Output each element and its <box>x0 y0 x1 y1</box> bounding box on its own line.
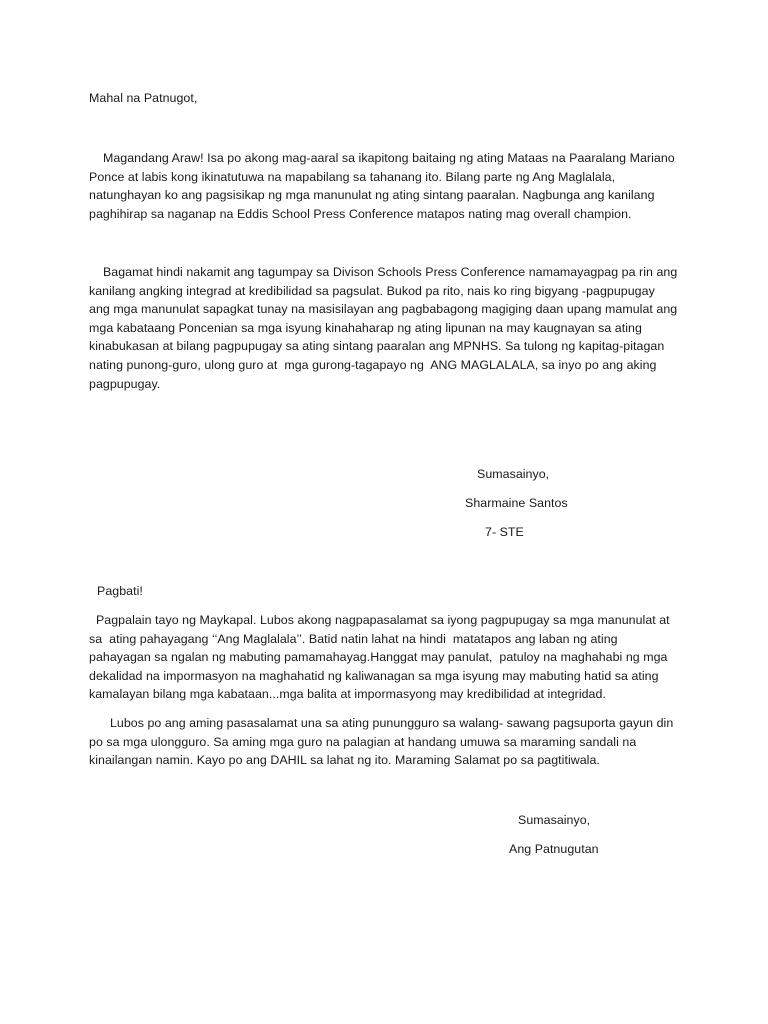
paragraph-line: natunghayan ko ang pagsisikap ng mga manunulat ng ating sintang paaralan. Nagbunga ang kanilang <box>89 188 655 203</box>
paragraph-line: sa ating pahayagang ‘‘Ang Maglalala’’. Batid natin lahat na hindi matatapos ang laban ng ating <box>89 631 618 646</box>
signatory-section: 7- STE <box>485 525 524 539</box>
paragraph-line: kinailangan namin. Kayo po ang DAHIL sa lahat ng ito. Maraming Salamat po sa pagtitiwala. <box>89 753 600 768</box>
paragraph-line: paghihirap sa naganap na Eddis School Press Conference matapos nating mag overall champion. <box>89 206 632 221</box>
paragraph-line: pahayagan sa ngalan ng mabuting pamamahayag.Hanggat may panulat, patuloy na maghahabi ng mga <box>89 650 668 665</box>
paragraph-line: ang mga manunulat sapagkat tunay na masisilayan ang pagbabagong magiging daan upang mamulat ang <box>89 302 678 317</box>
paragraph-line: Magandang Araw! Isa po akong mag-aaral sa ikapitong baitaing ng ating Mataas na Paaralang Mariano <box>89 151 675 165</box>
paragraph-line: Pagpalain tayo ng Maykapal. Lubos akong nagpapasalamat sa iyong pagpupugay sa mga manunulat at <box>89 613 670 627</box>
paragraph-line: Lubos po ang aming pasasalamat una sa ating punungguro sa walang- sawang pagsuporta gayun din <box>89 716 674 730</box>
letter1-paragraph-2 <box>89 263 689 393</box>
letter2-paragraph-2 <box>89 714 689 770</box>
paragraph-line: po sa mga ulongguro. Sa aming mga guro na palagian at handang umuwa sa maraming sandali na <box>89 734 637 749</box>
closing-2: Sumasainyo, <box>518 813 591 827</box>
paragraph-line: kinabukasan at bilang pagpupugay sa ating sintang paaralan ang MPNHS. Sa tulong ng kapitag-pitagan <box>89 339 665 354</box>
paragraph-line: mga kabataang Poncenian sa mga isyung kinahaharap ng ating lipunan na may kaugnayan sa ating <box>89 320 642 335</box>
letter2-paragraph-1 <box>89 611 689 704</box>
paragraph-line: Ponce at labis kong ikinatutuwa na mapabilang sa tahanang ito. Bilang parte ng Ang Maglalala, <box>89 169 616 184</box>
closing-1: Sumasainyo, <box>477 467 550 481</box>
signatory-name: Sharmaine Santos <box>465 496 568 510</box>
paragraph-line: pagpupugay. <box>89 376 161 391</box>
paragraph-line: dekalidad na impormasyon na maghahatid ng kaliwanagan sa mga isyung may mabuting hatid sa ating <box>89 668 659 683</box>
salutation-1: Mahal na Patnugot, <box>89 91 198 105</box>
paragraph-line: kamalayan bilang mga kabataan...mga balita at impormasyong may kredibilidad at integridad. <box>89 687 606 702</box>
letter1-paragraph-1 <box>89 149 689 223</box>
paragraph-line: Bagamat hindi nakamit ang tagumpay sa Divison Schools Press Conference namamayagpag pa rin ang <box>89 265 678 279</box>
paragraph-line: kanilang angking integrad at kredibilidad sa pagsulat. Bukod pa rito, nais ko ring bigyang -pagpupugay <box>89 283 655 298</box>
paragraph-line: nating punong-guro, ulong guro at mga gurong-tagapayo ng ANG MAGLALALA, sa inyo po ang aking <box>89 357 657 372</box>
signature-2: Ang Patnugutan <box>509 842 599 856</box>
salutation-2: Pagbati! <box>97 584 143 598</box>
